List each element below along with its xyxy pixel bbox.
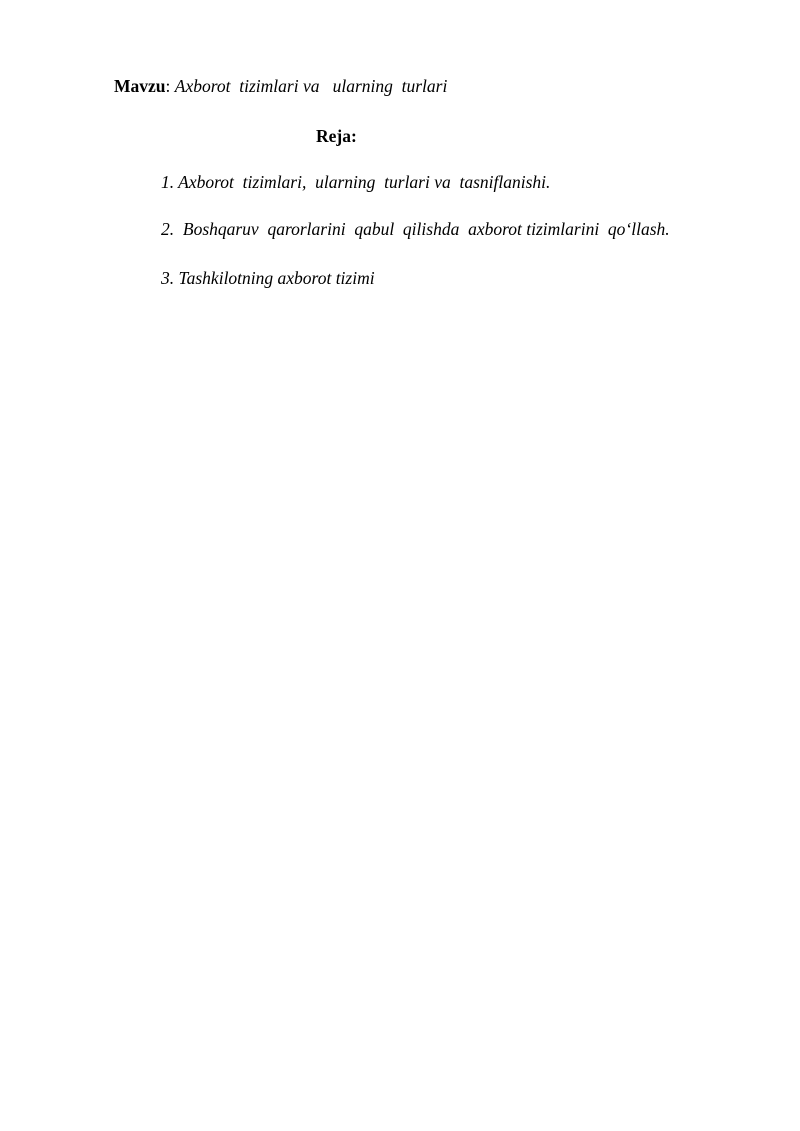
plan-heading: Reja: [316,126,357,146]
plan-item-3: 3. Tashkilotning axborot tizimi [161,268,375,288]
topic-label: Mavzu [114,76,166,96]
plan-item-1: 1. Axborot tizimlari, ularning turlari va tasniflanishi. [161,172,551,192]
topic-text: Axborot tizimlari va ularning turlari [174,76,448,96]
topic-line [114,76,447,97]
topic-separator: : [165,76,175,96]
plan-item-2: 2. Boshqaruv qarorlarini qabul qilishda axborot tizimlarini qo‘llash. [161,219,670,239]
